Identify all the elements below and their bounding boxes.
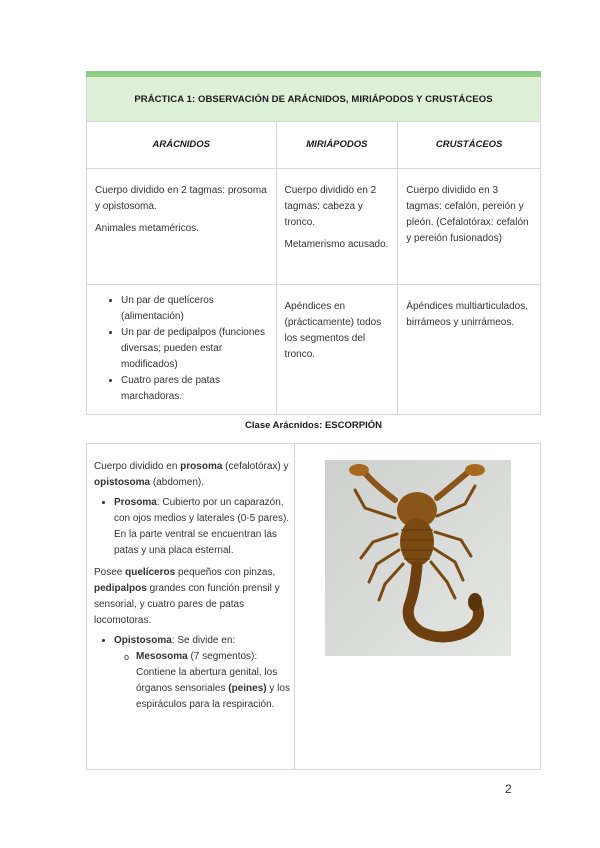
cell-text: Apéndices en (prácticamente) todos los segmentos del tronco. — [284, 301, 382, 360]
cell-text: Animales metaméricos. — [95, 223, 199, 234]
cell-aracnidos-body — [87, 169, 277, 285]
cell-miriapodos-body — [276, 169, 398, 285]
page-number: 2 — [505, 782, 512, 796]
scorpion-description — [94, 459, 290, 719]
header-aracnidos: ARÁCNIDOS — [87, 122, 277, 169]
cell-text: Cuerpo dividido en 2 tagmas: cabeza y tronco. — [284, 185, 377, 228]
mesosoma-sublist — [114, 649, 290, 713]
header-crustaceos: CRUSTÁCEOS — [398, 122, 541, 169]
header-miriapodos: MIRIÁPODOS — [276, 122, 398, 169]
cell-text: Metamerismo acusado. — [284, 239, 389, 250]
page-title: PRÁCTICA 1: OBSERVACIÓN DE ARÁCNIDOS, MIRIÁPODOS Y CRUSTÁCEOS — [86, 77, 541, 121]
paragraph: Posee quelíceros pequeños con pinzas, pedipalpos grandes con función prensil y sensorial, y cuatro pares de patas locomotoras. — [94, 567, 280, 626]
cell-crustaceos-appendages — [398, 285, 541, 415]
list-item: • Prosoma: Cubierto por un caparazón, con ojos medios y laterales (0-5 pares). En la parte ventral se encuentran las patas y una placa esternal. — [114, 495, 290, 559]
table-row — [87, 169, 541, 285]
sub-bullet-marker: o — [124, 652, 130, 662]
paragraph: Cuerpo dividido en prosoma (cefalotórax) y opistosoma (abdomen). — [94, 461, 289, 488]
prosoma-list — [94, 495, 290, 559]
list-item: • Un par de pedipalpos (funciones diversas; pueden estar modificados) — [121, 325, 268, 373]
section-subtitle: Clase Arácnidos: ESCORPIÓN — [245, 420, 382, 431]
list-item: • Un par de quelíceros (alimentación) — [121, 293, 268, 325]
column-divider — [294, 443, 295, 770]
list-item: • Opistosoma: Se divide en: o Mesosoma (7 segmentos): Contiene la abertura genital, los órganos sensoriales (peines) y los espiráculos para la respiración. — [114, 633, 290, 713]
cell-text: Cuerpo dividido en 2 tagmas: prosoma y opistosoma. — [95, 185, 267, 212]
appendage-list — [95, 293, 268, 405]
table-row — [87, 285, 541, 415]
cell-text: Cuerpo dividido en 3 tagmas: cefalón, pereión y pleón. (Cefalotórax: cefalón y pereión fusionados) — [406, 185, 529, 244]
list-item: • Cuatro pares de patas marchadoras. — [121, 373, 268, 405]
list-item: o Mesosoma (7 segmentos): Contiene la abertura genital, los órganos sensoriales (peines) y los espiráculos para la respiración. — [124, 651, 290, 710]
table-header-row — [87, 122, 541, 169]
cell-miriapodos-appendages — [276, 285, 398, 415]
comparison-table — [86, 121, 541, 415]
cell-crustaceos-body — [398, 169, 541, 285]
opistosoma-list — [94, 633, 290, 713]
cell-text: Ápéndices multiarticulados, birrámeos y unirrámeos. — [406, 301, 529, 328]
cell-aracnidos-appendages — [87, 285, 277, 415]
scorpion-photo — [325, 460, 511, 656]
